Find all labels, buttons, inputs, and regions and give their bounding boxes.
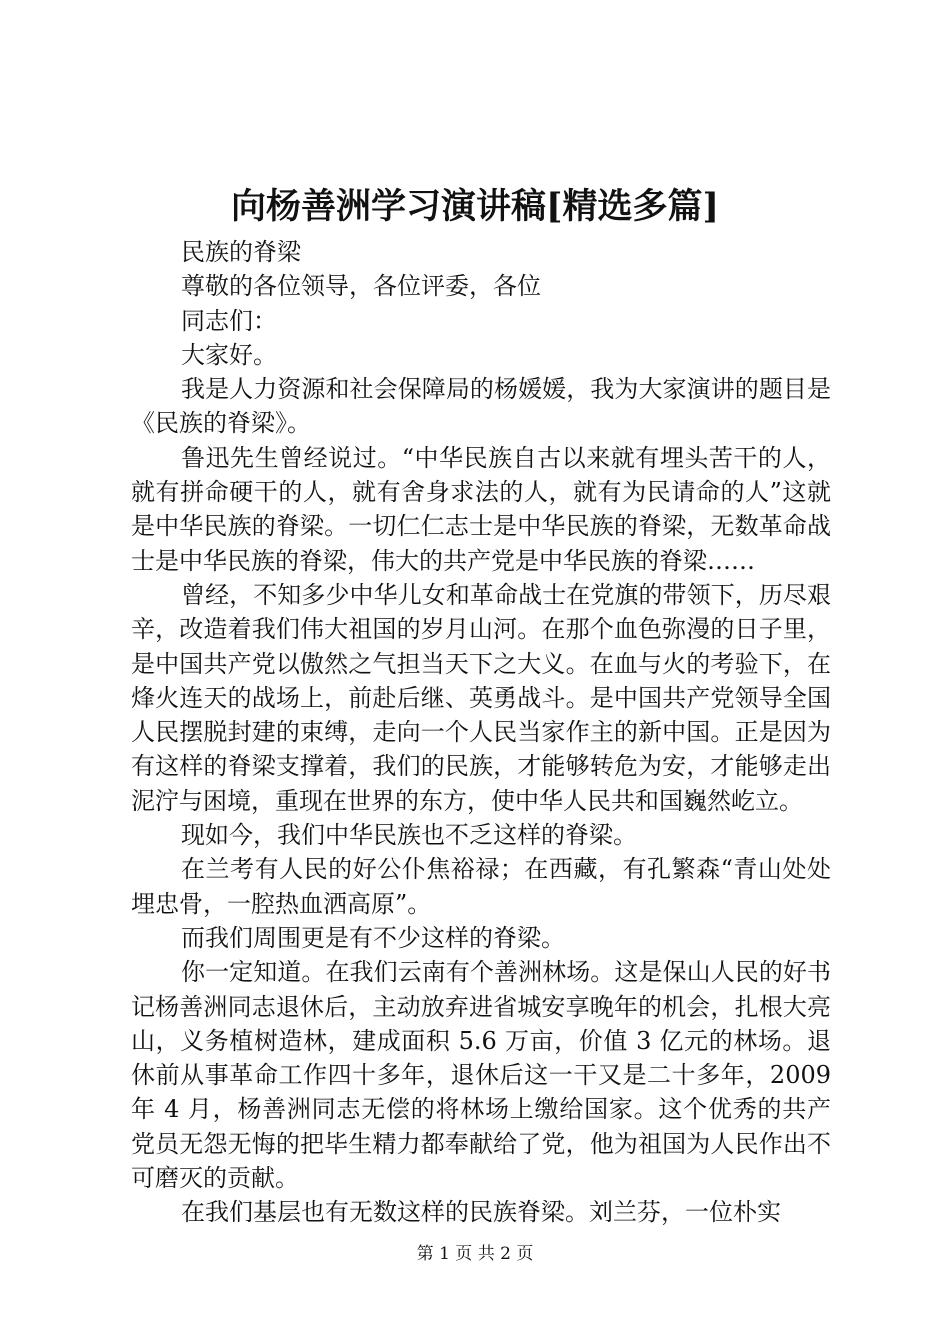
paragraph: 在我们基层也有无数这样的民族脊梁。刘兰芬，一位朴实: [181, 1198, 781, 1227]
paragraph: 曾经，不知多少中华儿女和革命战士在党旗的带领下，历尽艰辛，改造着我们伟大祖国的岁月山河。在那个血色弥漫的日子里，是中国共产党以傲然之气担当天下之大义。在血与火的考验下，在烽火连天的战场上，前赴后继、英勇战斗。是中国共产党领导全国人民摆脱封建的束缚，走向一个人民当家作主的新中国。正是因为有这样的脊梁支撑着，我们的民族，才能够转危为安，才能够走出泥泞与困境，重现在世界的东方，使中华人民共和国巍然屹立。: [131, 580, 831, 815]
paragraph-salutation: 尊敬的各位领导，各位评委，各位: [181, 272, 541, 301]
paragraph-heading: 民族的脊梁: [181, 238, 301, 266]
paragraph-greeting: 大家好。: [181, 340, 277, 369]
paragraph: 我是人力资源和社会保障局的杨媛媛，我为大家演讲的题目是《民族的脊梁》。: [131, 375, 831, 438]
paragraph: 在兰考有人民的好公仆焦裕禄；在西藏，有孔繁森“青山处处埋忠骨，一腔热血洒高原”。: [131, 855, 831, 918]
document-body: [131, 235, 831, 1230]
paragraph: 现如今，我们中华民族也不乏这样的脊梁。: [181, 821, 637, 850]
paragraph-salutation-cont: 同志们：: [181, 306, 277, 335]
paragraph: 你一定知道。在我们云南有个善洲林场。这是保山人民的好书记杨善洲同志退休后，主动放弃进省城安享晚年的机会，扎根大亮山，义务植树造林，建成面积 5.6 万亩，价值 3 亿元的林场。退休前从事革命工作四十多年，退休后这一干又是二十多年，2009 年 4 月，杨善洲同志无偿的将林场上缴给国家。这个优秀的共产党员无怨无悔的把毕生精力都奉献给了党，他为祖国为人民作出不可磨灭的贡献。: [131, 958, 831, 1193]
document-title: 向杨善洲学习演讲稿[精选多篇]: [230, 186, 720, 227]
paragraph: 鲁迅先生曾经说过。“中华民族自古以来就有埋头苦干的人，就有拼命硬干的人，就有舍身求法的人，就有为民请命的人”这就是中华民族的脊梁。一切仁仁志士是中华民族的脊梁，无数革命战士是中华民族的脊梁，伟大的共产党是中华民族的脊梁……: [131, 443, 831, 575]
page-footer: 第 1 页 共 2 页: [416, 1244, 534, 1264]
paragraph: 而我们周围更是有不少这样的脊梁。: [181, 923, 565, 952]
